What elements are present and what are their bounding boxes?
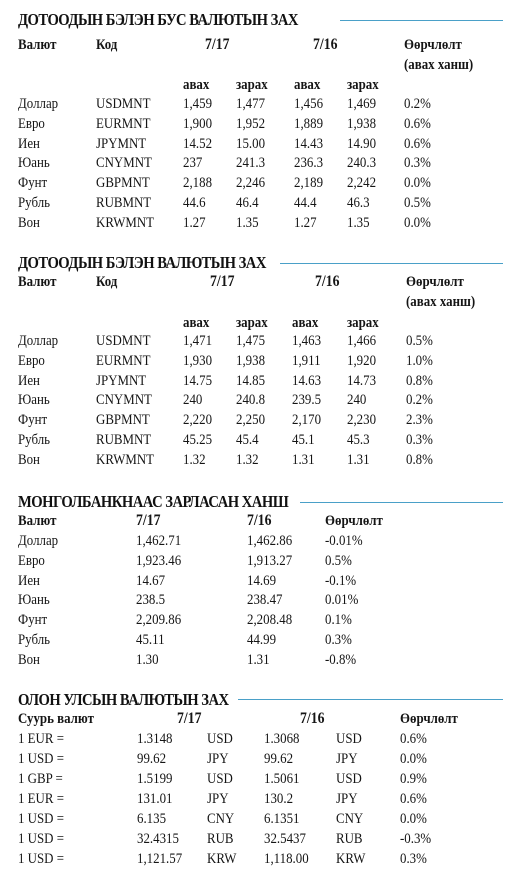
cell-s1: 46.4 (236, 195, 259, 211)
cell-b1: 45.25 (183, 432, 213, 448)
cell-v2: 32.5437 (264, 831, 306, 847)
cell-b2: 1.31 (292, 451, 315, 468)
cell-v1: 1,462.71 (136, 533, 182, 549)
cell-v2: 6.1351 (264, 811, 300, 827)
cell-name: Юань (18, 155, 50, 172)
cell-b2: 1,911 (292, 352, 321, 369)
cell-code: JPYMNT (96, 135, 147, 152)
cell-chg: 1.0% (406, 352, 433, 369)
header-date1: 7/17 (177, 710, 202, 727)
cell-code: GBPMNT (96, 412, 150, 429)
cell-v2: 1.3068 (264, 731, 300, 747)
cell-s1: 14.85 (236, 372, 266, 389)
cell-chg: 0.0% (404, 175, 431, 192)
header-change-sub: (авах ханш) (404, 57, 474, 73)
cell-v2: 238.47 (247, 592, 283, 609)
cell-s2: 240 (347, 392, 367, 409)
cell-b2: 14.43 (294, 135, 324, 152)
cell-name: Доллар (18, 333, 59, 349)
cell-s2: 1,920 (347, 352, 377, 369)
cell-v1: 1,923.46 (136, 552, 182, 569)
cell-s2: 1,466 (347, 333, 377, 349)
cell-c1: JPY (207, 751, 229, 767)
cell-c1: USD (207, 771, 233, 787)
cell-s1: 241.3 (236, 155, 266, 172)
cell-chg: 0.8% (406, 372, 433, 389)
cell-chg: 0.6% (404, 135, 431, 152)
cell-b1: 240 (183, 392, 203, 409)
cell-b2: 239.5 (292, 392, 322, 409)
header-change-sub: (авах ханш) (406, 294, 476, 310)
cell-b1: 2,220 (183, 412, 213, 429)
subheader-sell-1: зарах (236, 77, 268, 93)
section-rule (300, 502, 503, 503)
cell-b1: 14.52 (183, 135, 213, 152)
cell-b1: 1,930 (183, 352, 213, 369)
cell-s1: 240.8 (236, 392, 266, 409)
cell-b1: 1,471 (183, 333, 213, 349)
cell-code: JPYMNT (96, 372, 147, 389)
cell-b2: 44.4 (294, 195, 317, 211)
cell-v2: 1,462.86 (247, 533, 293, 549)
subheader-buy-2: авах (292, 315, 319, 331)
cell-chg: 0.3% (400, 851, 427, 867)
cell-chg: -0.8% (325, 651, 357, 668)
cell-s2: 14.73 (347, 372, 377, 389)
cell-s2: 1.31 (347, 451, 370, 468)
cell-s2: 1,469 (347, 96, 377, 112)
subheader-buy-1: авах (183, 315, 210, 331)
cell-base: 1 GBP = (18, 771, 63, 787)
header-currency: Валют (18, 37, 57, 53)
cell-chg: 0.3% (404, 155, 431, 172)
header-base-currency: Суурь валют (18, 711, 94, 727)
cell-code: RUBMNT (96, 432, 152, 448)
cell-chg: 0.6% (404, 115, 431, 132)
cell-chg: 0.0% (400, 811, 427, 827)
cell-s2: 1,938 (347, 115, 377, 132)
cell-chg: -0.01% (325, 533, 363, 549)
cell-code: CNYMNT (96, 392, 152, 409)
cell-s1: 15.00 (236, 135, 266, 152)
cell-code: USDMNT (96, 96, 151, 112)
cell-c2: USD (336, 771, 362, 787)
cell-chg: 0.0% (400, 751, 427, 767)
cell-code: USDMNT (96, 333, 151, 349)
cell-code: EURMNT (96, 352, 151, 369)
cell-b1: 1,900 (183, 115, 213, 132)
cell-v2: 1.31 (247, 651, 270, 668)
cell-s1: 1,938 (236, 352, 266, 369)
cell-name: Рубль (18, 632, 51, 648)
cell-chg: 0.0% (404, 214, 431, 231)
section-title: ОЛОН УЛСЫН ВАЛЮТЫН ЗАХ (18, 690, 229, 709)
cell-b2: 1,889 (294, 115, 324, 132)
cell-b1: 44.6 (183, 195, 206, 211)
cell-name: Евро (18, 352, 45, 369)
cell-s1: 2,250 (236, 412, 266, 429)
cell-c1: CNY (207, 811, 235, 827)
cell-s1: 2,246 (236, 175, 266, 192)
subheader-buy-2: авах (294, 77, 321, 93)
cell-name: Вон (18, 651, 40, 668)
cell-name: Фунт (18, 175, 48, 192)
cell-b1: 2,188 (183, 175, 213, 192)
cell-v1: 1,121.57 (137, 851, 183, 867)
cell-v2: 1,118.00 (264, 851, 309, 867)
cell-c2: RUB (336, 831, 363, 847)
cell-v2: 130.2 (264, 791, 294, 807)
cell-s2: 45.3 (347, 432, 370, 448)
cell-v1: 238.5 (136, 592, 166, 609)
subheader-sell-2: зарах (347, 315, 379, 331)
cell-name: Юань (18, 392, 50, 409)
cell-s2: 240.3 (347, 155, 377, 172)
header-date2: 7/16 (315, 273, 340, 290)
cell-name: Вон (18, 451, 40, 468)
cell-c1: USD (207, 731, 233, 747)
cell-v1: 14.67 (136, 572, 166, 589)
cell-v1: 32.4315 (137, 831, 179, 847)
cell-b2: 14.63 (292, 372, 322, 389)
cell-s2: 46.3 (347, 195, 370, 211)
subheader-buy-1: авах (183, 77, 210, 93)
cell-chg: 0.2% (406, 392, 433, 409)
cell-b2: 2,189 (294, 175, 324, 192)
cell-name: Доллар (18, 533, 59, 549)
cell-code: CNYMNT (96, 155, 152, 172)
cell-b2: 1.27 (294, 214, 317, 231)
cell-chg: 0.9% (400, 771, 427, 787)
cell-name: Рубль (18, 432, 51, 448)
cell-chg: -0.3% (400, 831, 432, 847)
header-change: Өөрчлөлт (400, 711, 458, 727)
cell-b2: 45.1 (292, 432, 315, 448)
cell-s2: 14.90 (347, 135, 377, 152)
header-change: Өөрчлөлт (325, 513, 383, 529)
header-date2: 7/16 (300, 710, 325, 727)
cell-c2: JPY (336, 791, 358, 807)
cell-chg: 0.01% (325, 592, 359, 609)
cell-name: Доллар (18, 96, 59, 112)
cell-s1: 45.4 (236, 432, 259, 448)
header-code: Код (96, 37, 118, 53)
cell-name: Вон (18, 214, 40, 231)
cell-v1: 99.62 (137, 751, 167, 767)
cell-c2: KRW (336, 851, 366, 867)
cell-name: Евро (18, 115, 45, 132)
cell-v2: 14.69 (247, 572, 277, 589)
cell-s1: 1.35 (236, 214, 259, 231)
header-change: Өөрчлөлт (404, 37, 462, 53)
section-rule (340, 20, 503, 21)
cell-chg: 0.8% (406, 451, 433, 468)
cell-code: EURMNT (96, 115, 151, 132)
cell-chg: 0.6% (400, 791, 427, 807)
cell-name: Фунт (18, 412, 48, 429)
cell-v2: 1,913.27 (247, 552, 293, 569)
header-currency: Валют (18, 274, 57, 290)
section-rule (238, 699, 503, 700)
cell-v1: 131.01 (137, 791, 173, 807)
cell-s1: 1,952 (236, 115, 266, 132)
cell-code: KRWMNT (96, 214, 155, 231)
cell-s2: 2,242 (347, 175, 377, 192)
cell-v2: 44.99 (247, 632, 277, 648)
cell-chg: 0.5% (406, 333, 433, 349)
cell-v1: 1.5199 (137, 771, 173, 787)
section-title: ДОТООДЫН БЭЛЭН ВАЛЮТЫН ЗАХ (18, 253, 266, 272)
section-title: ДОТООДЫН БЭЛЭН БУС ВАЛЮТЫН ЗАХ (18, 10, 298, 29)
cell-v1: 45.11 (136, 632, 165, 648)
cell-code: KRWMNT (96, 451, 155, 468)
cell-chg: 0.5% (325, 552, 352, 569)
cell-v1: 6.135 (137, 811, 167, 827)
cell-name: Евро (18, 552, 45, 569)
cell-s2: 1.35 (347, 214, 370, 231)
header-change: Өөрчлөлт (406, 274, 464, 290)
cell-s1: 1.32 (236, 451, 259, 468)
cell-b2: 1,456 (294, 96, 324, 112)
section-rule (280, 263, 503, 264)
cell-c1: JPY (207, 791, 229, 807)
cell-chg: 0.5% (404, 195, 431, 211)
cell-base: 1 USD = (18, 751, 64, 767)
cell-name: Иен (18, 572, 40, 589)
cell-chg: -0.1% (325, 572, 357, 589)
header-date2: 7/16 (313, 36, 338, 53)
subheader-sell-1: зарах (236, 315, 268, 331)
cell-b1: 1.32 (183, 451, 206, 468)
cell-b1: 1.27 (183, 214, 206, 231)
cell-s2: 2,230 (347, 412, 377, 429)
cell-b1: 1,459 (183, 96, 213, 112)
header-date1: 7/17 (136, 512, 161, 529)
cell-c2: USD (336, 731, 362, 747)
cell-chg: 0.3% (406, 432, 433, 448)
section-title: МОНГОЛБАНКНААС ЗАРЛАСАН ХАНШ (18, 492, 289, 511)
cell-v1: 2,209.86 (136, 612, 182, 629)
cell-b2: 236.3 (294, 155, 324, 172)
cell-chg: 2.3% (406, 412, 433, 429)
cell-v2: 1.5061 (264, 771, 300, 787)
header-date1: 7/17 (205, 36, 230, 53)
cell-c1: KRW (207, 851, 237, 867)
header-date2: 7/16 (247, 512, 272, 529)
cell-name: Юань (18, 592, 50, 609)
cell-base: 1 USD = (18, 831, 64, 847)
cell-v2: 99.62 (264, 751, 294, 767)
cell-b1: 14.75 (183, 372, 213, 389)
cell-s1: 1,477 (236, 96, 266, 112)
cell-c2: JPY (336, 751, 358, 767)
cell-b1: 237 (183, 155, 203, 172)
cell-name: Иен (18, 372, 40, 389)
cell-name: Иен (18, 135, 40, 152)
header-date1: 7/17 (210, 273, 235, 290)
cell-name: Фунт (18, 612, 48, 629)
cell-base: 1 EUR = (18, 791, 64, 807)
cell-s1: 1,475 (236, 333, 266, 349)
cell-chg: 0.6% (400, 731, 427, 747)
header-currency: Валют (18, 513, 57, 529)
cell-c2: CNY (336, 811, 364, 827)
cell-b2: 2,170 (292, 412, 322, 429)
cell-v1: 1.3148 (137, 731, 173, 747)
subheader-sell-2: зарах (347, 77, 379, 93)
cell-b2: 1,463 (292, 333, 322, 349)
cell-chg: 0.1% (325, 612, 352, 629)
cell-code: RUBMNT (96, 195, 152, 211)
cell-name: Рубль (18, 195, 51, 211)
cell-v1: 1.30 (136, 651, 159, 668)
cell-code: GBPMNT (96, 175, 150, 192)
header-code: Код (96, 274, 118, 290)
cell-c1: RUB (207, 831, 234, 847)
cell-chg: 0.3% (325, 632, 352, 648)
cell-chg: 0.2% (404, 96, 431, 112)
cell-base: 1 EUR = (18, 731, 64, 747)
cell-base: 1 USD = (18, 811, 64, 827)
cell-v2: 2,208.48 (247, 612, 293, 629)
cell-base: 1 USD = (18, 851, 64, 867)
